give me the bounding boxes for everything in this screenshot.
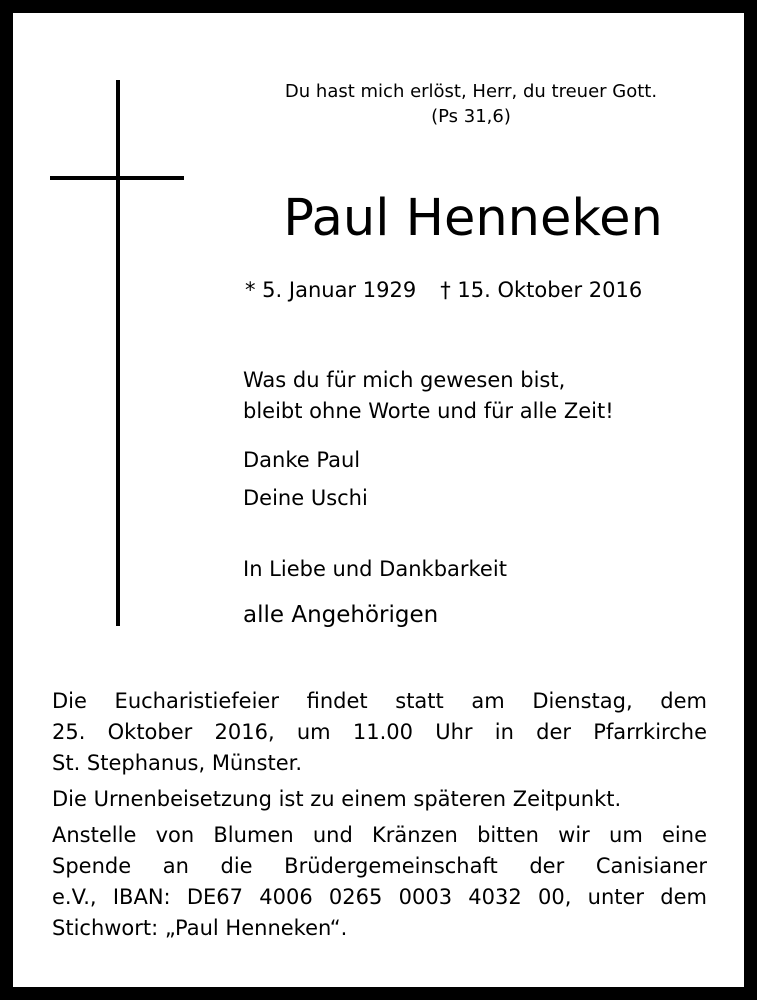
donation-line: Spende an die Brüdergemeinschaft der Canisianer [52, 854, 707, 878]
obituary-notice [13, 13, 744, 987]
bible-verse [233, 79, 709, 129]
cross-horizontal-bar [50, 176, 184, 180]
signature-line: Deine Uschi [243, 486, 368, 510]
death-date: † 15. Oktober 2016 [440, 278, 643, 302]
mourners: alle Angehörigen [243, 602, 439, 628]
urn-burial-line: Die Urnenbeisetzung ist zu einem späteren Zeitpunkt. [52, 787, 622, 811]
quote-line: Was du für mich gewesen bist, [243, 368, 566, 392]
mass-line: St. Stephanus, Münster. [52, 751, 303, 775]
service-notice [52, 686, 707, 944]
quote-line: bleibt ohne Worte und für alle Zeit! [243, 399, 614, 423]
donation-line: Stichwort: „Paul Henneken“. [52, 916, 348, 940]
cross-vertical-bar [116, 80, 120, 626]
closing-phrase: In Liebe und Dankbarkeit [243, 557, 507, 581]
mass-line: Die Eucharistiefeier findet statt am Dienstag, dem [52, 689, 707, 713]
life-dates [245, 275, 642, 305]
memorial-quote [243, 365, 614, 427]
personal-thanks [243, 441, 368, 517]
donation-line: Anstelle von Blumen und Kränzen bitten wir um eine [52, 823, 707, 847]
mass-line: 25. Oktober 2016, um 11.00 Uhr in der Pfarrkirche [52, 720, 707, 744]
verse-reference: (Ps 31,6) [431, 106, 511, 127]
deceased-name: Paul Henneken [283, 189, 663, 248]
thanks-line: Danke Paul [243, 448, 361, 472]
donation-line: e.V., IBAN: DE67 4006 0265 0003 4032 00, unter dem [52, 885, 707, 909]
verse-text: Du hast mich erlöst, Herr, du treuer Gott. [284, 81, 658, 102]
birth-date: * 5. Januar 1929 [245, 278, 417, 302]
